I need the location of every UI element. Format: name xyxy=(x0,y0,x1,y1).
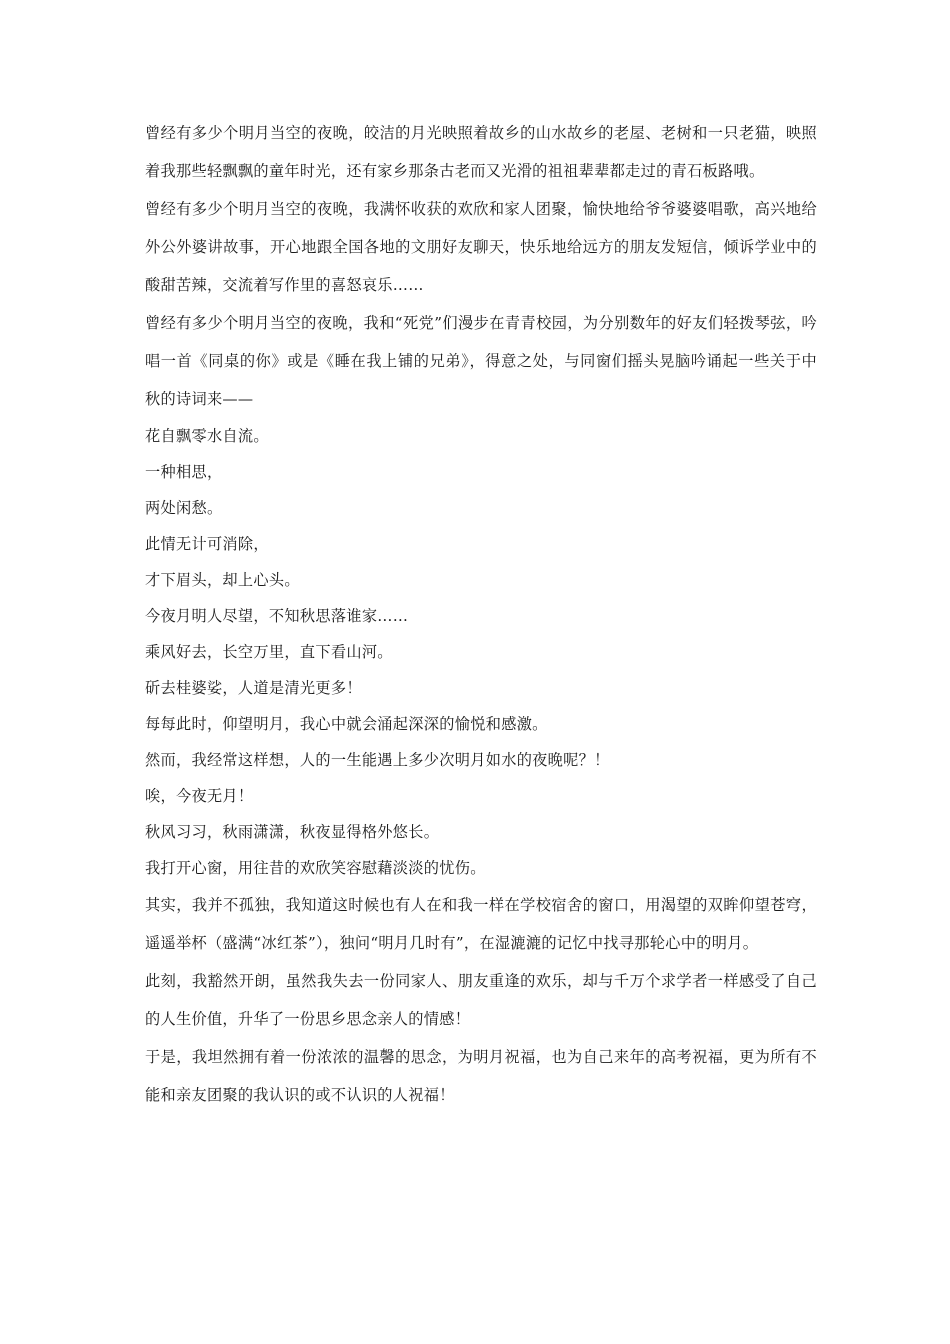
poem-line-3: 两处闲愁。 xyxy=(145,499,223,517)
paragraph-3: 曾经有多少个明月当空的夜晚，我和“死党”们漫步在青青校园，为分别数年的好友们轻拨琴弦，吟唱一首《同桌的你》或是《睡在我上铺的兄弟》，得意之处，与同窗们摇头晃脑吟诵起一些关于中秋的诗词来—— xyxy=(145,314,817,408)
essay-body xyxy=(145,114,817,1114)
paragraph-7: 秋风习习，秋雨潇潇，秋夜显得格外悠长。 xyxy=(145,823,440,841)
poem-line-4: 此情无计可消除， xyxy=(145,535,269,553)
paragraph-10: 此刻，我豁然开朗，虽然我失去一份同家人、朋友重逢的欢乐，却与千万个求学者一样感受了自己的人生价值，升华了一份思乡思念亲人的情感！ xyxy=(145,972,817,1028)
poem-line-6: 今夜月明人尽望，不知秋思落谁家…… xyxy=(145,607,409,625)
poem-line-2: 一种相思， xyxy=(145,463,223,481)
paragraph-1: 曾经有多少个明月当空的夜晚，皎洁的月光映照着故乡的山水故乡的老屋、老树和一只老猫，映照着我那些轻飘飘的童年时光，还有家乡那条古老而又光滑的祖祖辈辈都走过的青石板路哦。 xyxy=(145,124,817,180)
paragraph-2: 曾经有多少个明月当空的夜晚，我满怀收获的欢欣和家人团聚，愉快地给爷爷婆婆唱歌，高兴地给外公外婆讲故事，开心地跟全国各地的文朋好友聊天，快乐地给远方的朋友发短信，倾诉学业中的酸甜苦辣，交流着写作里的喜怒哀乐…… xyxy=(145,200,817,294)
paragraph-11: 于是，我坦然拥有着一份浓浓的温馨的思念，为明月祝福，也为自己来年的高考祝福，更为所有不能和亲友团聚的我认识的或不认识的人祝福！ xyxy=(145,1048,817,1104)
paragraph-5: 然而，我经常这样想，人的一生能遇上多少次明月如水的夜晚呢？！ xyxy=(145,751,610,769)
poem-line-1: 花自飘零水自流。 xyxy=(145,427,269,445)
paragraph-6: 唉，今夜无月！ xyxy=(145,787,254,805)
paragraph-8: 我打开心窗，用往昔的欢欣笑容慰藉淡淡的忧伤。 xyxy=(145,859,486,877)
poem-line-7: 乘风好去，长空万里，直下看山河。 xyxy=(145,643,393,661)
poem-line-5: 才下眉头，却上心头。 xyxy=(145,571,300,589)
paragraph-9: 其实，我并不孤独，我知道这时候也有人在和我一样在学校宿舍的窗口，用渴望的双眸仰望苍穹，遥遥举杯（盛满“冰红茶”），独问“明月几时有”，在湿漉漉的记忆中找寻那轮心中的明月。 xyxy=(145,896,817,952)
poem-line-8: 斫去桂婆娑，人道是清光更多！ xyxy=(145,679,362,697)
paragraph-4: 每每此时，仰望明月，我心中就会涌起深深的愉悦和感激。 xyxy=(145,715,548,733)
